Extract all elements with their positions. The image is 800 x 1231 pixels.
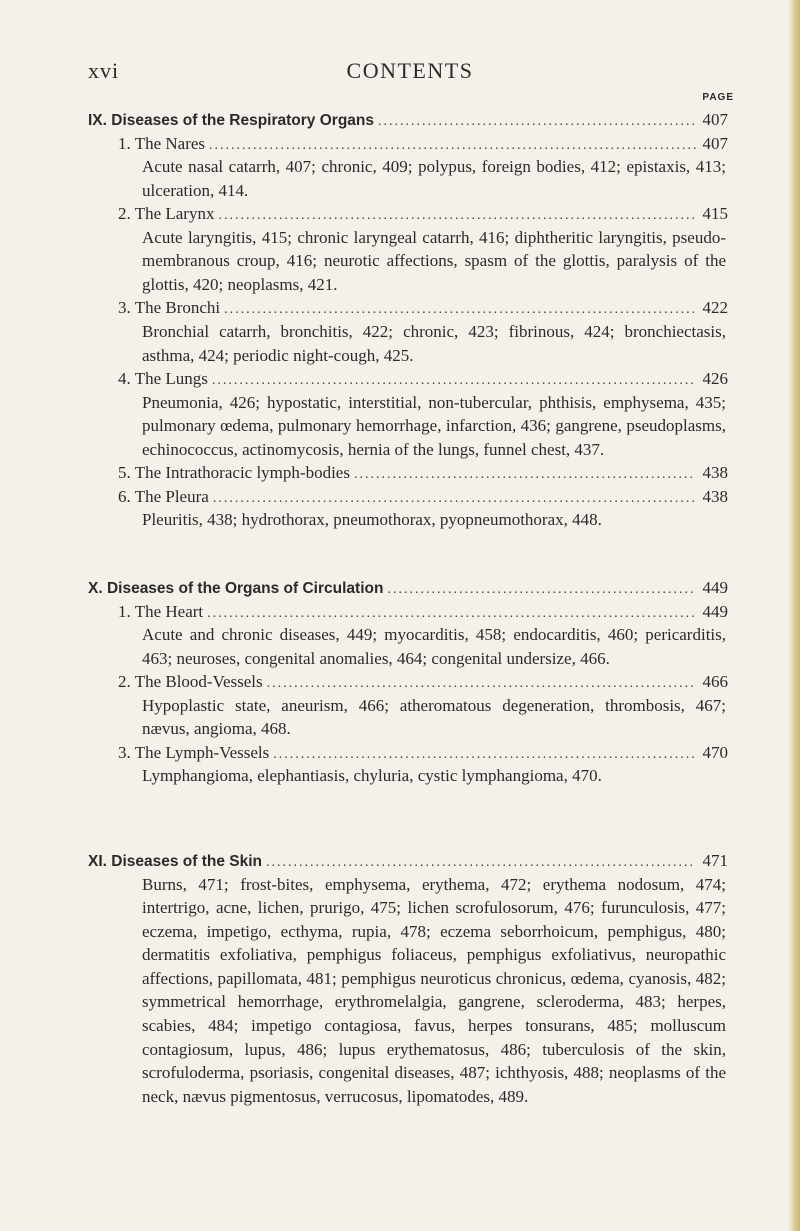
entry-page: 422 xyxy=(702,298,728,318)
toc-entry xyxy=(88,670,728,694)
toc-entry xyxy=(88,202,728,226)
entry-description: Lymphangioma, elephantiasis, chyluria, cystic lymphangioma, 470. xyxy=(142,766,602,786)
toc-entry xyxy=(88,461,728,485)
running-title: CONTENTS xyxy=(346,58,474,83)
toc-entry xyxy=(88,296,728,320)
entry-label: 1. The Heart xyxy=(118,601,204,621)
entry-label: 3. The Bronchi xyxy=(118,298,221,318)
leader-dots xyxy=(209,134,696,158)
entry-description: Hypoplastic state, aneurism, 466; atheromatous degeneration, thrombosis, 467; nævus, angioma, 468. xyxy=(142,695,726,739)
section-circulation xyxy=(88,576,728,788)
section-title: XI. Diseases of the Skin xyxy=(88,853,263,870)
leader-dots xyxy=(273,743,696,767)
leader-dots xyxy=(224,298,696,322)
toc-entry xyxy=(88,741,728,765)
entry-description: Acute nasal catarrh, 407; chronic, 409; polypus, foreign bodies, 412; epistaxis, 413; ulceration, 414. xyxy=(142,157,726,200)
page-header xyxy=(88,58,732,88)
entry-page: 415 xyxy=(702,204,728,224)
page-number: xvi xyxy=(88,58,120,83)
leader-dots xyxy=(266,851,696,875)
section-skin xyxy=(88,849,728,1108)
entry-label: 6. The Pleura xyxy=(118,486,209,506)
page-column-label: PAGE xyxy=(702,92,734,103)
leader-dots xyxy=(212,369,696,393)
toc-entry xyxy=(88,367,728,391)
entry-page: 470 xyxy=(702,742,728,762)
entry-label: 3. The Lymph-Vessels xyxy=(118,742,270,762)
leader-dots xyxy=(213,487,696,511)
toc-entry xyxy=(88,485,728,509)
entry-description: Bronchial catarrh, bronchitis, 422; chronic, 423; fibrinous, 424; bronchiectasis, asthma, 424; periodic night-cough, 425. xyxy=(142,321,726,365)
section-page: 471 xyxy=(702,851,728,870)
entry-description: Pneumonia, 426; hypostatic, interstitial, non-tubercular, phthisis, emphysema, 435; pulmonary œdema, pulmonary hemorrhage, infarction, 436; gangrene, pseudoplasms, echinococcus, actinomycosis, hernia of the lungs, funnel chest, 437. xyxy=(142,392,726,459)
section-page: 449 xyxy=(702,578,728,597)
leader-dots xyxy=(378,110,696,134)
leader-dots xyxy=(354,463,696,487)
entry-label: 4. The Lungs xyxy=(118,369,208,389)
section-heading xyxy=(88,849,728,873)
entry-description: Acute laryngitis, 415; chronic laryngeal catarrh, 416; diphtheritic laryngitis, pseudo-membranous croup, 416; neurotic affections, spasm of the glottis, paralysis of the glottis, 420; neoplasms, 421. xyxy=(142,227,726,294)
toc-entry xyxy=(88,600,728,624)
entry-page: 426 xyxy=(702,369,728,389)
leader-dots xyxy=(387,578,696,602)
entry-label: 1. The Nares xyxy=(118,133,206,153)
section-respiratory xyxy=(88,108,728,532)
section-title: IX. Diseases of the Respiratory Organs xyxy=(88,112,374,129)
page-edge-shadow xyxy=(788,0,800,1231)
section-heading xyxy=(88,576,728,600)
leader-dots xyxy=(218,204,696,228)
section-page: 407 xyxy=(702,110,728,129)
entry-label: 2. The Blood-Vessels xyxy=(118,672,263,692)
entry-page: 407 xyxy=(702,133,728,153)
toc-entry xyxy=(88,132,728,156)
entry-page: 466 xyxy=(702,672,728,692)
entry-label: 2. The Larynx xyxy=(118,204,215,224)
entry-description: Pleuritis, 438; hydrothorax, pneumothorax, pyopneumothorax, 448. xyxy=(142,510,602,530)
entry-description: Burns, 471; frost-bites, emphysema, erythema, 472; erythema nodosum, 474; intertrigo, acne, lichen, prurigo, 475; lichen scrofulosorum, 476; furunculosis, 477; eczema, impetigo, ecthyma, rupia, 478; eczema seborrhoicum, pemphigus, 480; dermatitis exfoliativa, pemphigus foliaceus, pemphigus exfoliativus, neuropathic affections, papillomata, 481; pemphigus neuroticus chronicus, œdema, cyanosis, 482; symmetrical hemorrhage, erythromelalgia, gangrene, scleroderma, 483; herpes, scabies, 484; impetigo contagiosa, favus, herpes tonsurans, 485; molluscum contagiosum, lupus, 486; lupus erythematosus, 486; tuberculosis of the skin, scrofuloderma, psoriasis, congenital diseases, 487; ichthyosis, 488; neoplasms of the neck, nævus pigmentosus, verrucosus, lipomatodes, 489. xyxy=(142,874,726,1106)
leader-dots xyxy=(267,672,696,696)
section-title: X. Diseases of the Organs of Circulation xyxy=(88,580,384,597)
entry-page: 438 xyxy=(702,486,728,506)
leader-dots xyxy=(207,602,696,626)
entry-page: 438 xyxy=(702,463,728,483)
section-heading xyxy=(88,108,728,132)
entry-page: 449 xyxy=(702,601,728,621)
entry-label: 5. The Intrathoracic lymph-bodies xyxy=(118,463,350,483)
entry-description: Acute and chronic diseases, 449; myocarditis, 458; endocarditis, 460; pericarditis, 463; neuroses, congenital anomalies, 464; congenital undersize, 466. xyxy=(142,625,726,668)
